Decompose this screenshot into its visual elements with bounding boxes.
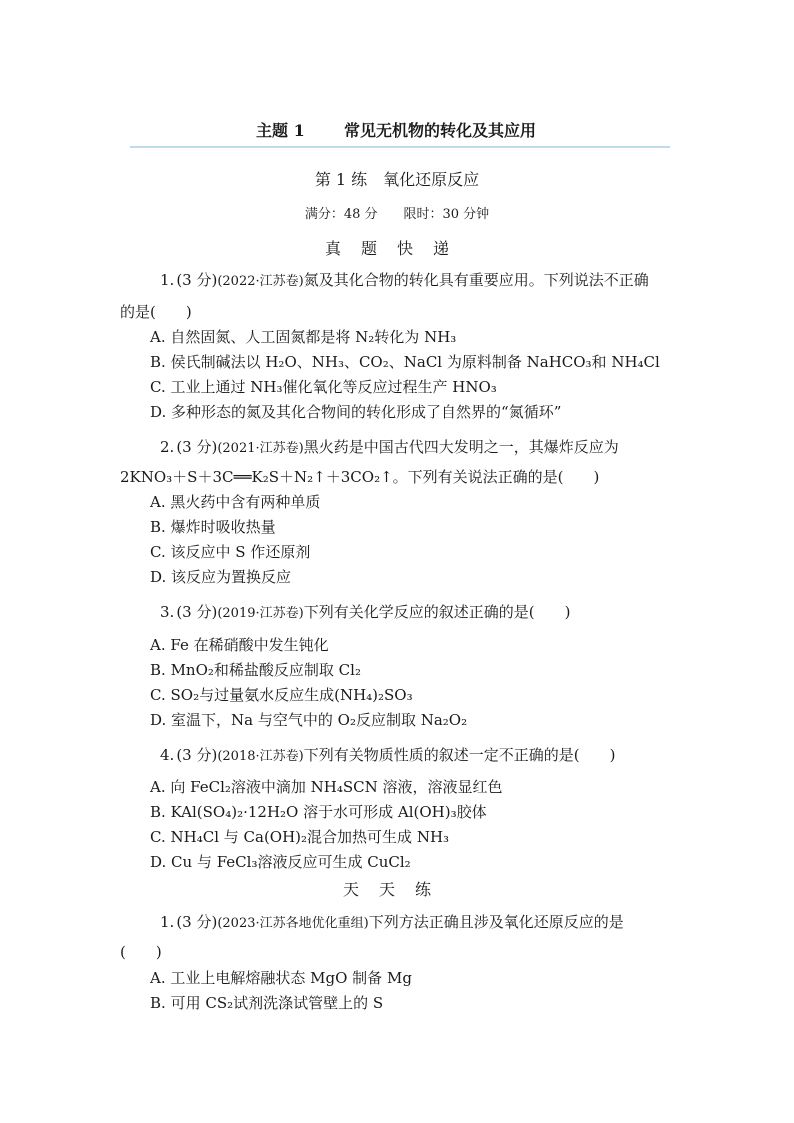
question-stem-continued: ( ) (120, 943, 162, 961)
option-text: 自然固氮、人工固氮都是将 N₂转化为 NH₃ (170, 328, 457, 346)
option-text: Fe 在稀硝酸中发生钝化 (170, 636, 329, 654)
option-label: B. (150, 518, 166, 536)
option-label: D. (150, 853, 167, 871)
option-c (150, 377, 497, 397)
question-source: (2019·江苏卷) (217, 606, 304, 621)
option-text: 工业上通过 NH₃催化氧化等反应过程生产 HNO₃ (170, 378, 497, 396)
section-heading-exam: 真题快递 (324, 239, 469, 258)
option-text: NH₄Cl 与 Ca(OH)₂混合加热可生成 NH₃ (170, 828, 450, 846)
question-source: (2021·江苏卷) (217, 441, 304, 456)
question-stem-continued: 的是( ) (120, 303, 192, 321)
question-text: 黑火药是中国古代四大发明之一，其爆炸反应为 (303, 438, 619, 456)
question-number: 1. (160, 913, 175, 931)
question-text: 下列有关化学反应的叙述正确的是( ) (303, 603, 571, 621)
option-d (150, 710, 467, 730)
option-a (150, 327, 456, 347)
option-label: A. (150, 969, 166, 987)
question-stem (160, 745, 615, 767)
question-stem (160, 437, 619, 459)
section-heading-daily: 天天练 (342, 880, 451, 899)
option-b (150, 660, 361, 680)
option-text: KAl(SO₄)₂·12H₂O 溶于水可形成 Al(OH)₃胶体 (170, 803, 487, 821)
option-c (150, 542, 310, 562)
option-a (150, 777, 503, 797)
option-text: 该反应为置换反应 (171, 568, 292, 586)
question-score: (3 分) (176, 603, 218, 621)
question-stem (160, 270, 649, 292)
theme-title: 常见无机物的转化及其应用 (344, 121, 537, 140)
option-text: SO₂与过量氨水反应生成(NH₄)₂SO₃ (170, 686, 413, 704)
option-a (150, 968, 412, 988)
question-text: 下列有关物质性质的叙述一定不正确的是( ) (303, 746, 616, 764)
option-text: 可用 CS₂试剂洗涤试管壁上的 S (170, 994, 384, 1012)
option-label: C. (150, 686, 166, 704)
option-b (150, 352, 660, 372)
option-text: Cu 与 FeCl₃溶液反应可生成 CuCl₂ (171, 853, 411, 871)
option-label: B. (150, 803, 166, 821)
option-text: 该反应中 S 作还原剂 (170, 543, 311, 561)
option-label: A. (150, 328, 166, 346)
option-label: B. (150, 994, 166, 1012)
question-source: (2022·江苏卷) (217, 274, 304, 289)
option-text: 多种形态的氮及其化合物间的转化形成了自然界的“氮循环” (171, 403, 562, 421)
option-label: C. (150, 378, 166, 396)
question-number: 3. (160, 603, 175, 621)
option-d (150, 402, 561, 422)
option-text: 黑火药中含有两种单质 (170, 493, 321, 511)
question-number: 4. (160, 746, 175, 764)
option-label: C. (150, 543, 166, 561)
option-a (150, 492, 320, 512)
option-c (150, 685, 413, 705)
option-label: A. (150, 636, 166, 654)
question-source: (2023·江苏各地优化重组) (217, 916, 369, 931)
question-text: 氮及其化合物的转化具有重要应用。下列说法不正确 (303, 271, 649, 289)
question-score: (3 分) (176, 913, 218, 931)
option-label: C. (150, 828, 166, 846)
option-b (150, 517, 276, 537)
option-label: D. (150, 403, 167, 421)
theme-label: 主题 1 (256, 121, 305, 140)
question-score: (3 分) (176, 438, 218, 456)
lesson-title: 第 1 练 氧化还原反应 (314, 170, 480, 189)
option-b (150, 993, 383, 1013)
option-label: D. (150, 568, 167, 586)
score-time-info: 满分：48 分 限时：30 分钟 (304, 207, 490, 222)
option-d (150, 567, 291, 587)
option-label: B. (150, 661, 166, 679)
option-text: 向 FeCl₂溶液中滴加 NH₄SCN 溶液，溶液显红色 (170, 778, 503, 796)
option-a (150, 635, 329, 655)
option-label: B. (150, 353, 166, 371)
page-header (130, 116, 670, 148)
option-c (150, 827, 449, 847)
question-number: 2. (160, 438, 175, 456)
option-text: 室温下，Na 与空气中的 O₂反应制取 Na₂O₂ (171, 711, 468, 729)
question-score: (3 分) (176, 271, 218, 289)
option-text: 爆炸时吸收热量 (170, 518, 276, 536)
option-label: A. (150, 493, 166, 511)
question-source: (2018·江苏卷) (217, 749, 304, 764)
option-d (150, 852, 411, 872)
option-label: A. (150, 778, 166, 796)
option-text: MnO₂和稀盐酸反应制取 Cl₂ (170, 661, 361, 679)
option-text: 工业上电解熔融状态 MgO 制备 Mg (170, 969, 412, 987)
question-stem (160, 602, 570, 624)
question-stem (160, 912, 624, 934)
header-divider (130, 146, 670, 148)
option-b (150, 802, 487, 822)
question-text: 下列方法正确且涉及氧化还原反应的是 (368, 913, 624, 931)
option-label: D. (150, 711, 167, 729)
question-stem-continued: 2KNO₃＋S＋3C══K₂S＋N₂↑＋3CO₂↑。下列有关说法正确的是( ) (120, 468, 600, 486)
option-text: 侯氏制碱法以 H₂O、NH₃、CO₂、NaCl 为原料制备 NaHCO₃和 NH₄Cl (170, 353, 660, 371)
question-score: (3 分) (176, 746, 218, 764)
question-number: 1. (160, 271, 175, 289)
